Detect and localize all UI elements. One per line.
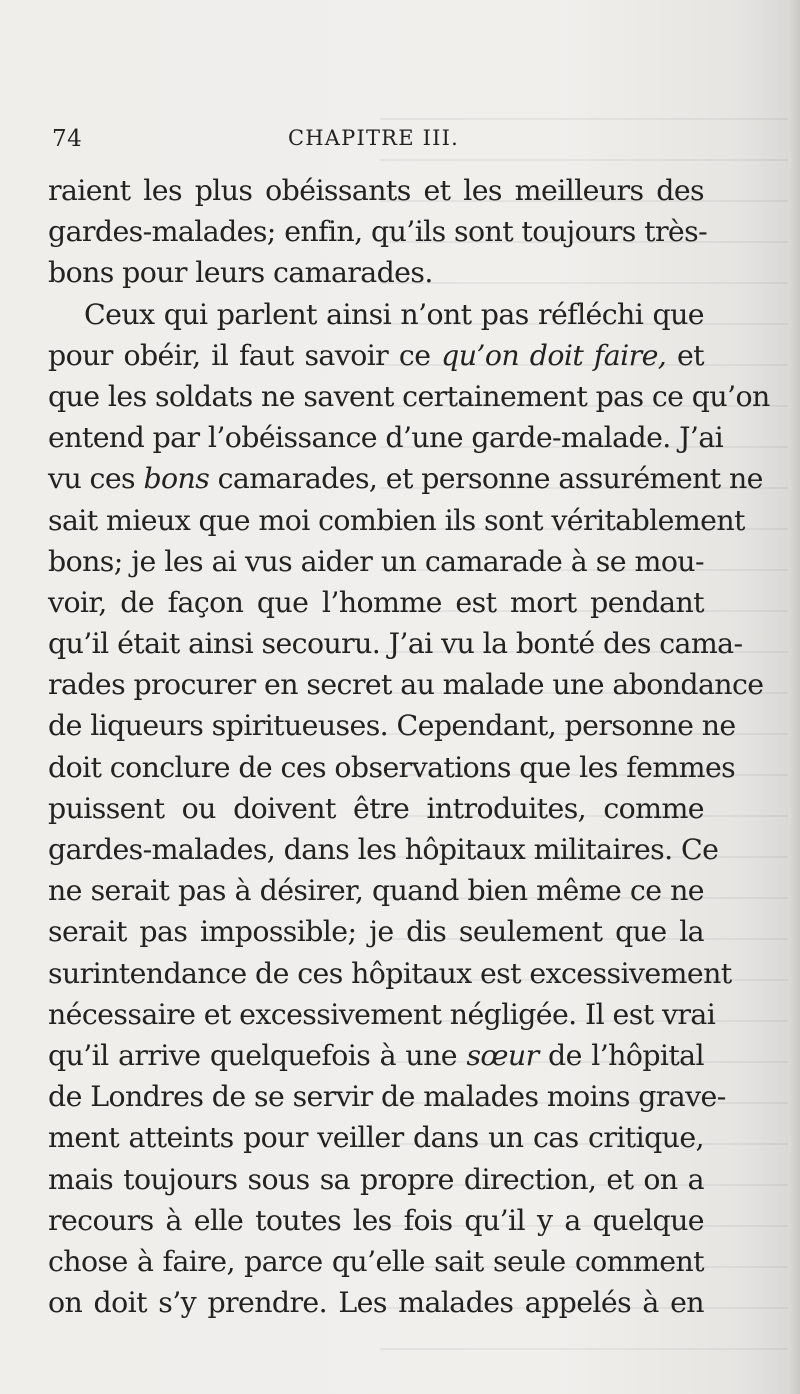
text-line: gardes-malades; enfin, qu’ils sont toujours très- (48, 215, 708, 249)
text-line: mais toujours sous sa propre direction, et on a (48, 1162, 704, 1196)
italic-emphasis: sœur (466, 1038, 539, 1072)
text-line: serait pas impossible; je dis seulement que la (48, 915, 704, 949)
text-line: bons pour leurs camarades. (48, 256, 433, 290)
text-line: Ceux qui parlent ainsi n’ont pas réfléchi que (84, 297, 704, 331)
page-edge-shadow (788, 0, 800, 1394)
text-line: de Londres de se servir de malades moins grave- (48, 1080, 726, 1114)
text-line: de liqueurs spiritueuses. Cependant, personne ne (48, 709, 736, 743)
text-line: ment atteints pour veiller dans un cas critique, (48, 1121, 704, 1155)
chapter-title: CHAPITRE III. (288, 126, 459, 150)
text-line: on doit s’y prendre. Les malades appelés à en (48, 1286, 704, 1320)
text-line: gardes-malades, dans les hôpitaux militaires. Ce (48, 833, 719, 866)
text-line: que les soldats ne savent certainement pas ce qu’on (48, 379, 770, 413)
text-line: pour obéir, il faut savoir ce qu’on doit faire, et (48, 338, 704, 372)
text-line: raient les plus obéissants et les meilleurs des (48, 174, 704, 207)
text-line: doit conclure de ces observations que les femmes (48, 750, 736, 784)
text-line: chose à faire, parce qu’elle sait seule comment (48, 1244, 704, 1278)
text-line: qu’il arrive quelquefois à une sœur de l’hôpital (48, 1038, 704, 1072)
text-line: recours à elle toutes les fois qu’il y a quelque (48, 1203, 704, 1237)
italic-emphasis: qu’on doit faire, (441, 338, 667, 372)
italic-emphasis: bons (143, 462, 210, 496)
text-line: nécessaire et excessivement négligée. Il est vrai (48, 997, 716, 1031)
text-line: surintendance de ces hôpitaux est excessivement (48, 956, 732, 990)
page-number: 74 (52, 126, 83, 152)
text-line: vu ces bons camarades, et personne assurément ne (48, 462, 763, 496)
text-line: ne serait pas à désirer, quand bien même ce ne (48, 874, 704, 908)
text-line: sait mieux que moi combien ils sont véritablement (48, 503, 745, 537)
text-line: puissent ou doivent être introduites, comme (48, 791, 704, 825)
running-header (52, 126, 702, 160)
text-line: voir, de façon que l’homme est mort pendant (48, 585, 704, 619)
text-line: qu’il était ainsi secouru. J’ai vu la bonté des cama- (48, 627, 743, 661)
text-line: bons; je les ai vus aider un camarade à se mou- (48, 544, 704, 578)
text-line: rades procurer en secret au malade une abondance (48, 668, 764, 702)
body-text (48, 170, 770, 1323)
text-line: entend par l’obéissance d’une garde-malade. J’ai (48, 421, 724, 455)
